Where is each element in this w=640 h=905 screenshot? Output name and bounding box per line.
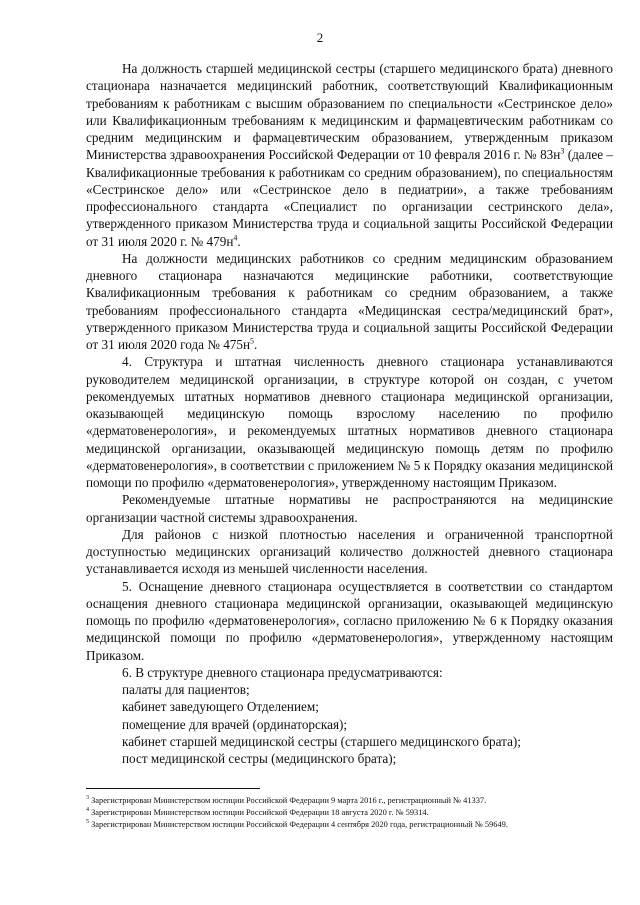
list-item: палаты для пациентов; [122, 682, 250, 697]
footnote-4 [86, 807, 613, 818]
list-item: помещение для врачей (ординаторская); [122, 716, 348, 732]
paragraph-text: . [237, 233, 241, 249]
footnote-3 [86, 795, 613, 806]
paragraph-text: На должности медицинских работников со средним медицинским образованием дневного стационара назначаются медицинские работники, соответствующие Квалификационным требования к работникам со средним образованием, а также требованиям профессионального стандарта «Медицинская сестра/медицинский брат», утвержденного приказом Министерства труда и социальной защиты Российской Федерации от 31 июля 2020 года № 475н [86, 250, 613, 352]
paragraph-text: (далее – Квалификационные требования к работникам со средним образованием), по специальностям «Сестринское дело» или «Сестринское дело в педиатрии», а также требованиям профессионального стандарта «Специалист по организации сестринского дела», утвержденного приказом Министерства труда и социальной защиты Российской Федерации от 31 июля 2020 г. № 479н [86, 147, 614, 249]
footnote-mark: 5 [86, 819, 89, 826]
list-item: кабинет заведующего Отделением; [122, 699, 319, 715]
footnote-ref-4: 4 [233, 233, 238, 243]
footnote-mark: 3 [86, 795, 89, 802]
paragraph-senior-nurse-qualification [86, 60, 613, 250]
paragraph-staffing-norms: Рекомендуемые штатные нормативы не распространяются на медицинские организации частной системы здравоохранения. [86, 492, 613, 525]
paragraph-low-density-areas: Для районов с низкой плотностью населения и ограниченной транспортной доступностью медицинских организаций количество должностей дневного стационара устанавливается исходя из меньшей численности населения. [86, 526, 613, 577]
footnote-text: Зарегистрирован Министерством юстиции Российской Федерации 9 марта 2016 г., регистрационный № 41337. [89, 796, 487, 805]
paragraph-item-5-equipment: 5. Оснащение дневного стационара осуществляется в соответствии со стандартом оснащения дневного стационара медицинской организации, оказывающей медицинскую помощь по профилю «дерматовенерология», согласно приложению № 6 к Порядку оказания медицинской помощи по профилю «дерматовенерология», утвержденному настоящим Приказом. [86, 578, 613, 663]
paragraph-item-4-structure: 4. Структура и штатная численность дневного стационара устанавливаются руководителем медицинской организации, в структуре которой он создан, с учетом рекомендуемых штатных нормативов дневного стационара медицинской организации, оказывающей медицинскую помощь взрослому населению по профилю «дерматовенерология», и рекомендуемых штатных нормативов дневного стационара медицинской организации, оказывающей медицинскую помощь детям по профилю «дерматовенерология», в соответствии с приложением № 5 к Порядку оказания медицинской помощи по профилю «дерматовенерология», утвержденному настоящим Приказом. [86, 354, 613, 490]
footnote-ref-5: 5 [250, 336, 255, 346]
footnotes [86, 795, 613, 831]
footnote-mark: 4 [86, 807, 89, 814]
paragraph-medical-workers-qualification [86, 250, 613, 354]
footnote-text: Зарегистрирован Министерством юстиции Российской Федерации 4 сентября 2020 года, регистрационный № 59649. [89, 820, 508, 829]
document-body [86, 60, 613, 767]
list-item: пост медицинской сестры (медицинского брата); [122, 751, 397, 766]
list-item: кабинет старшей медицинской сестры (старшего медицинского брата); [122, 733, 521, 749]
footnote-ref-3: 3 [560, 146, 565, 156]
footnote-separator [86, 788, 260, 789]
paragraph-item-6-structure: 6. В структуре дневного стационара предусматриваются: [122, 664, 443, 680]
footnote-text: Зарегистрирован Министерством юстиции Российской Федерации 18 августа 2020 г. № 59314. [89, 808, 429, 817]
footnote-5 [86, 819, 613, 830]
page-number: 2 [316, 30, 324, 45]
paragraph-text: На должность старшей медицинской сестры (старшего медицинского брата) дневного стационара назначается медицинский работник, соответствующий Квалификационным требованиям к работникам с высшим образованием по специальности «Сестринское дело» или Квалификационным требованиям к медицинским и фармацевтическим работникам со средним медицинским и фармацевтическим образованием, утвержденным приказом Министерства здравоохранения Российской Федерации от 10 февраля 2016 г. № 83н [86, 61, 613, 163]
paragraph-text: . [254, 337, 258, 352]
